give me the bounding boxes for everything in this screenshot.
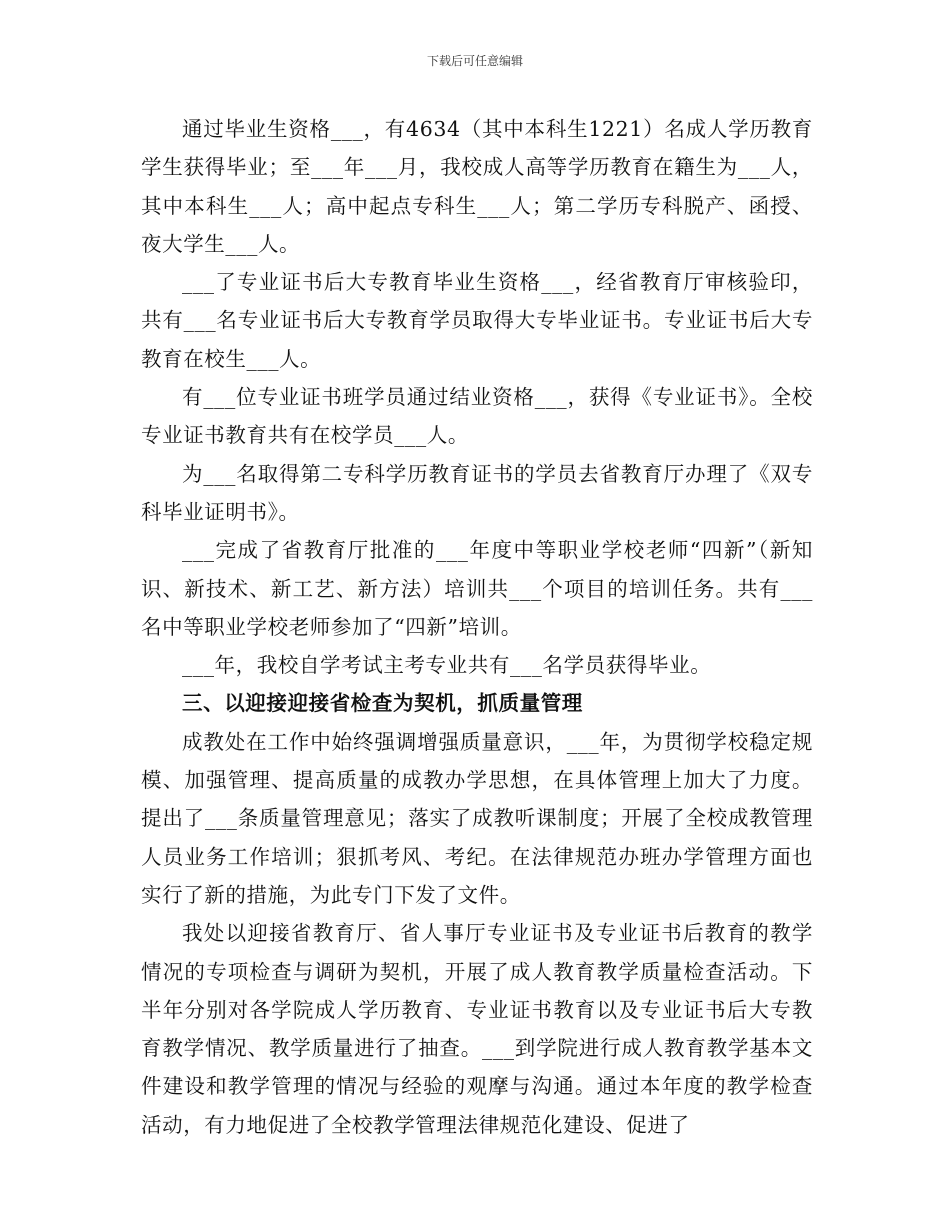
paragraph-post-certificate-diploma: ___了专业证书后大专教育毕业生资格___，经省教育厅审核验印，共有___名专业证书后大专教育学员取得大专毕业证书。专业证书后大专教育在校生___人。 — [141, 270, 813, 371]
document-body — [141, 110, 813, 1144]
section-heading-quality-management: 三、以迎接迎接省检查为契机，抓质量管理 — [182, 691, 583, 716]
paragraph-inspection-activity: 我处以迎接省教育厅、省人事厅专业证书及专业证书后教育的教学情况的专项检查与调研为契机，开展了成人教育教学质量检查活动。下半年分别对各学院成人学历教育、专业证书教育以及专业证书后大专教育教学情况、教学质量进行了抽查。___到学院进行成人教育教学基本文件建设和教学管理的情况与经验的观摩与沟通。通过本年度的教学检查活动，有力地促进了全校教学管理法律规范化建设、促进了 — [141, 921, 813, 1137]
page-header: 下载后可任意编辑 — [426, 54, 523, 68]
paragraph-double-diploma: 为___名取得第二专科学历教育证书的学员去省教育厅办理了《双专科毕业证明书》。 — [141, 461, 813, 524]
paragraph-certificate-class: 有___位专业证书班学员通过结业资格___，获得《专业证书》。全校专业证书教育共有在校学员___人。 — [141, 385, 813, 448]
paragraph-graduation-stats: 通过毕业生资格___，有4634（其中本科生1221）名成人学历教育学生获得毕业；至___年___月，我校成人高等学历教育在籍生为___人，其中本科生___人；高中起点专科生___人；第二学历专科脱产、函授、夜大学生___人。 — [141, 117, 813, 256]
paragraph-quality-awareness: 成教处在工作中始终强调增强质量意识，___年，为贯彻学校稳定规模、加强管理、提高质量的成教办学思想，在具体管理上加大了力度。提出了___条质量管理意见；落实了成教听课制度；开展了全校成教管理人员业务工作培训；狠抓考风、考纪。在法律规范办班办学管理方面也实行了新的措施，为此专门下发了文件。 — [141, 729, 813, 907]
paragraph-self-study-exam: ___年，我校自学考试主考专业共有___名学员获得毕业。 — [182, 653, 712, 678]
paragraph-four-new-training: ___完成了省教育厅批准的___年度中等职业学校老师“四新”（新知识、新技术、新工艺、新方法）培训共___个项目的培训任务。共有___名中等职业学校老师参加了“四新”培训。 — [141, 538, 813, 639]
